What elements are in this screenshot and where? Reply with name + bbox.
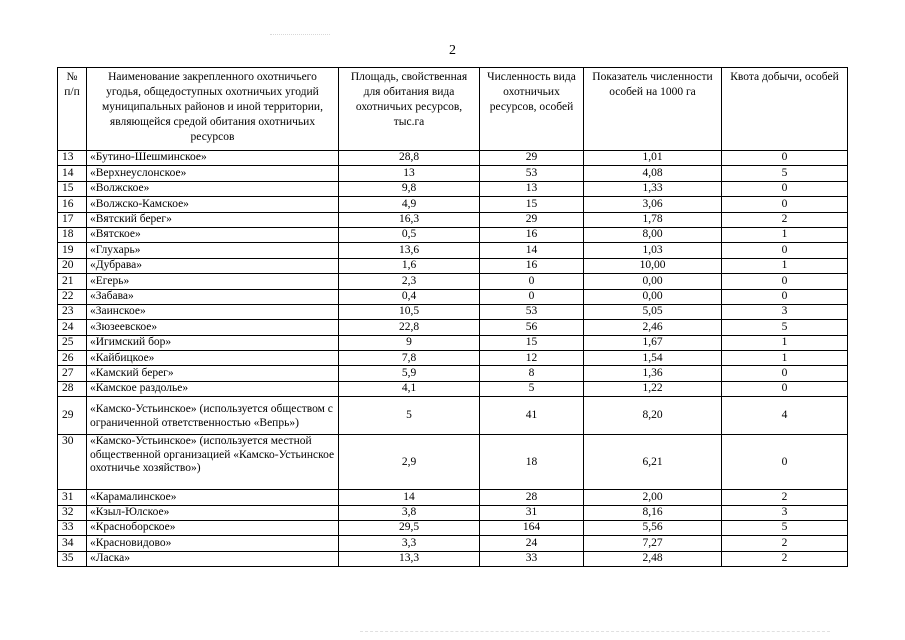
scan-artifact-top (270, 34, 330, 36)
quota-cell: 1 (722, 335, 848, 350)
row-number: 18 (58, 227, 87, 242)
population-cell: 5 (480, 381, 584, 396)
table-row (58, 521, 848, 536)
density-cell: 2,48 (584, 551, 722, 566)
quota-cell: 0 (722, 274, 848, 289)
hunting-ground-name: «Камское раздолье» (87, 381, 339, 396)
row-number: 28 (58, 381, 87, 396)
row-number: 17 (58, 212, 87, 227)
quota-cell: 0 (722, 197, 848, 212)
area-cell: 28,8 (339, 151, 480, 166)
row-number: 22 (58, 289, 87, 304)
hunting-ground-name: «Красновидово» (87, 536, 339, 551)
population-cell: 16 (480, 258, 584, 273)
density-cell: 1,67 (584, 335, 722, 350)
hunting-quota-table (57, 67, 848, 567)
density-cell: 1,36 (584, 366, 722, 381)
hunting-ground-name: «Зюзеевское» (87, 320, 339, 335)
area-cell: 0,4 (339, 289, 480, 304)
row-number: 15 (58, 181, 87, 196)
density-cell: 1,01 (584, 151, 722, 166)
table-row (58, 397, 848, 435)
table-row (58, 151, 848, 166)
density-cell: 2,46 (584, 320, 722, 335)
row-number: 26 (58, 351, 87, 366)
table-row (58, 381, 848, 396)
area-cell: 5,9 (339, 366, 480, 381)
density-cell: 8,16 (584, 505, 722, 520)
hunting-ground-name: «Кайбицкое» (87, 351, 339, 366)
population-cell: 29 (480, 151, 584, 166)
row-number: 31 (58, 490, 87, 505)
area-cell: 29,5 (339, 521, 480, 536)
table-row (58, 197, 848, 212)
population-cell: 15 (480, 335, 584, 350)
density-cell: 0,00 (584, 289, 722, 304)
quota-cell: 0 (722, 366, 848, 381)
row-number: 30 (58, 435, 87, 490)
density-cell: 0,00 (584, 274, 722, 289)
row-number: 35 (58, 551, 87, 566)
population-cell: 12 (480, 351, 584, 366)
row-number: 27 (58, 366, 87, 381)
table-row (58, 490, 848, 505)
hunting-ground-name: «Кзыл-Юлское» (87, 505, 339, 520)
page-number: 2 (449, 43, 456, 58)
population-cell: 14 (480, 243, 584, 258)
scan-artifact-bottom (360, 631, 830, 633)
density-cell: 8,00 (584, 227, 722, 242)
hunting-ground-name: «Бутино-Шешминское» (87, 151, 339, 166)
hunting-ground-name: «Красноборское» (87, 521, 339, 536)
area-cell: 10,5 (339, 304, 480, 319)
area-cell: 13,3 (339, 551, 480, 566)
row-number: 25 (58, 335, 87, 350)
area-cell: 4,9 (339, 197, 480, 212)
quota-cell: 0 (722, 289, 848, 304)
row-number: 24 (58, 320, 87, 335)
quota-cell: 0 (722, 435, 848, 490)
hunting-ground-name: «Забава» (87, 289, 339, 304)
density-cell: 5,56 (584, 521, 722, 536)
density-cell: 1,54 (584, 351, 722, 366)
density-cell: 4,08 (584, 166, 722, 181)
area-cell: 9 (339, 335, 480, 350)
quota-cell: 2 (722, 536, 848, 551)
density-cell: 1,78 (584, 212, 722, 227)
row-number: 14 (58, 166, 87, 181)
hunting-ground-name: «Камско-Устьинское» (используется местной общественной организацией «Камско-Устьинское охотничье хозяйство») (87, 435, 339, 490)
population-cell: 33 (480, 551, 584, 566)
quota-cell: 1 (722, 227, 848, 242)
quota-cell: 2 (722, 551, 848, 566)
area-cell: 5 (339, 397, 480, 435)
population-cell: 53 (480, 304, 584, 319)
column-header: Квота добычи, особей (722, 68, 848, 151)
table-row (58, 274, 848, 289)
quota-cell: 3 (722, 505, 848, 520)
population-cell: 15 (480, 197, 584, 212)
table-row (58, 289, 848, 304)
hunting-ground-name: «Волжско-Камское» (87, 197, 339, 212)
hunting-ground-name: «Вятское» (87, 227, 339, 242)
row-number: 16 (58, 197, 87, 212)
table-row (58, 366, 848, 381)
hunting-ground-name: «Камский берег» (87, 366, 339, 381)
quota-cell: 1 (722, 351, 848, 366)
density-cell: 7,27 (584, 536, 722, 551)
hunting-ground-name: «Карамалинское» (87, 490, 339, 505)
area-cell: 14 (339, 490, 480, 505)
population-cell: 18 (480, 435, 584, 490)
hunting-ground-name: «Волжское» (87, 181, 339, 196)
area-cell: 9,8 (339, 181, 480, 196)
population-cell: 0 (480, 274, 584, 289)
quota-cell: 0 (722, 381, 848, 396)
column-header: Численность вида охотничьих ресурсов, особей (480, 68, 584, 151)
quota-cell: 5 (722, 320, 848, 335)
population-cell: 41 (480, 397, 584, 435)
population-cell: 164 (480, 521, 584, 536)
density-cell: 8,20 (584, 397, 722, 435)
column-header: № п/п (58, 68, 87, 151)
hunting-ground-name: «Егерь» (87, 274, 339, 289)
table-row (58, 212, 848, 227)
hunting-ground-name: «Заинское» (87, 304, 339, 319)
area-cell: 2,9 (339, 435, 480, 490)
table-body (58, 151, 848, 567)
row-number: 13 (58, 151, 87, 166)
table-row (58, 435, 848, 490)
population-cell: 56 (480, 320, 584, 335)
table-row (58, 320, 848, 335)
density-cell: 3,06 (584, 197, 722, 212)
density-cell: 10,00 (584, 258, 722, 273)
population-cell: 8 (480, 366, 584, 381)
table-row (58, 351, 848, 366)
area-cell: 22,8 (339, 320, 480, 335)
quota-cell: 1 (722, 258, 848, 273)
table-row (58, 258, 848, 273)
quota-cell: 4 (722, 397, 848, 435)
area-cell: 16,3 (339, 212, 480, 227)
quota-cell: 5 (722, 521, 848, 536)
hunting-ground-name: «Ласка» (87, 551, 339, 566)
table-header (58, 68, 848, 151)
table-row (58, 166, 848, 181)
row-number: 23 (58, 304, 87, 319)
table-row (58, 335, 848, 350)
area-cell: 2,3 (339, 274, 480, 289)
density-cell: 2,00 (584, 490, 722, 505)
row-number: 33 (58, 521, 87, 536)
area-cell: 3,8 (339, 505, 480, 520)
hunting-ground-name: «Глухарь» (87, 243, 339, 258)
quota-cell: 5 (722, 166, 848, 181)
quota-cell: 0 (722, 151, 848, 166)
header-row (58, 68, 848, 151)
population-cell: 28 (480, 490, 584, 505)
population-cell: 53 (480, 166, 584, 181)
density-cell: 1,22 (584, 381, 722, 396)
density-cell: 1,03 (584, 243, 722, 258)
table-row (58, 243, 848, 258)
row-number: 20 (58, 258, 87, 273)
table-row (58, 536, 848, 551)
table-row (58, 551, 848, 566)
area-cell: 0,5 (339, 227, 480, 242)
table-row (58, 304, 848, 319)
hunting-ground-name: «Верхнеуслонское» (87, 166, 339, 181)
population-cell: 13 (480, 181, 584, 196)
population-cell: 29 (480, 212, 584, 227)
area-cell: 7,8 (339, 351, 480, 366)
area-cell: 1,6 (339, 258, 480, 273)
row-number: 34 (58, 536, 87, 551)
table-row (58, 227, 848, 242)
density-cell: 5,05 (584, 304, 722, 319)
density-cell: 6,21 (584, 435, 722, 490)
column-header: Наименование закрепленного охотничьего угодья, общедоступных охотничьих угодий муниципальных районов и иной территории, являющейся средой обитания охотничьих ресурсов (87, 68, 339, 151)
hunting-ground-name: «Камско-Устьинское» (используется обществом с ограниченной ответственностью «Вепрь») (87, 397, 339, 435)
table-row (58, 181, 848, 196)
hunting-ground-name: «Дубрава» (87, 258, 339, 273)
hunting-ground-name: «Игимский бор» (87, 335, 339, 350)
quota-cell: 2 (722, 212, 848, 227)
population-cell: 24 (480, 536, 584, 551)
quota-cell: 0 (722, 181, 848, 196)
density-cell: 1,33 (584, 181, 722, 196)
column-header: Площадь, свойственная для обитания вида охотничьих ресурсов, тыс.га (339, 68, 480, 151)
quota-cell: 0 (722, 243, 848, 258)
row-number: 21 (58, 274, 87, 289)
table-row (58, 505, 848, 520)
row-number: 19 (58, 243, 87, 258)
row-number: 29 (58, 397, 87, 435)
population-cell: 16 (480, 227, 584, 242)
area-cell: 3,3 (339, 536, 480, 551)
area-cell: 13,6 (339, 243, 480, 258)
area-cell: 13 (339, 166, 480, 181)
quota-cell: 2 (722, 490, 848, 505)
hunting-ground-name: «Вятский берег» (87, 212, 339, 227)
row-number: 32 (58, 505, 87, 520)
column-header: Показатель численности особей на 1000 га (584, 68, 722, 151)
area-cell: 4,1 (339, 381, 480, 396)
population-cell: 0 (480, 289, 584, 304)
quota-cell: 3 (722, 304, 848, 319)
population-cell: 31 (480, 505, 584, 520)
